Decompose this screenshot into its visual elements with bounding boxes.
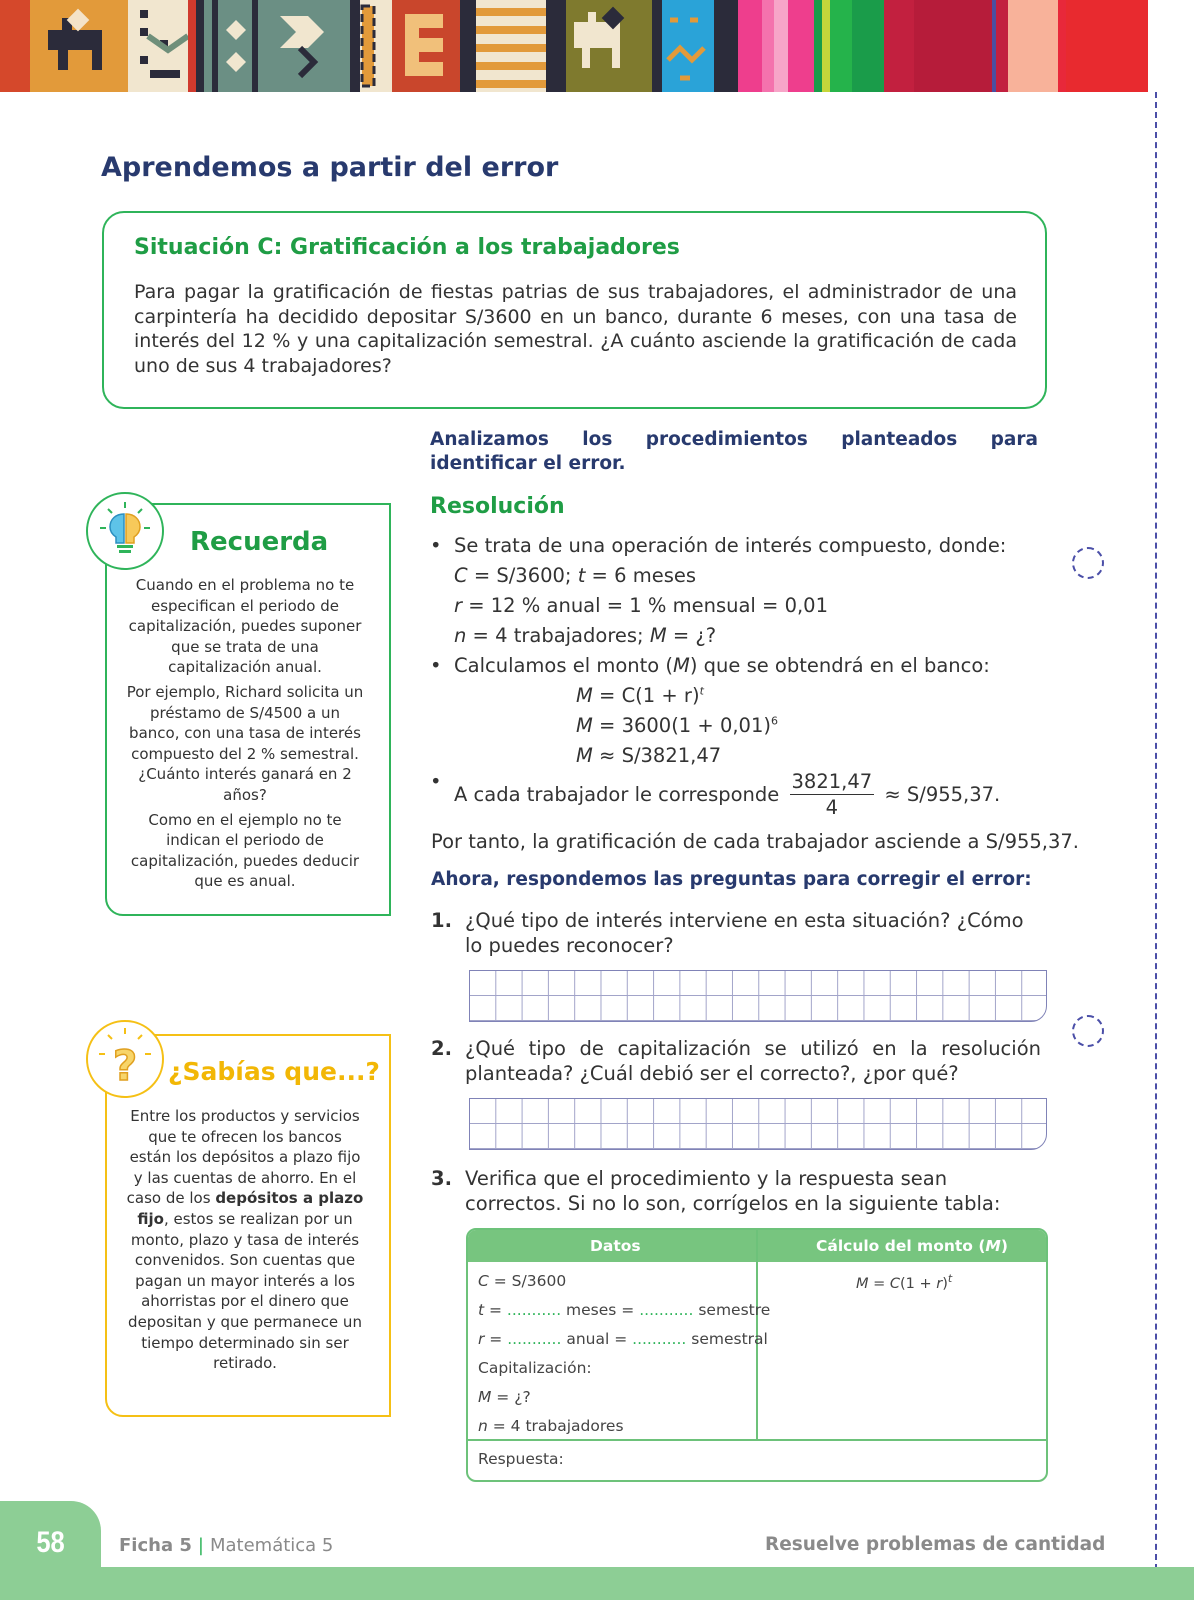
question-3	[431, 1166, 1041, 1216]
row-c-text: = S/3600	[488, 1272, 567, 1290]
svg-text:?: ?	[112, 1041, 138, 1090]
recuerda-paragraph-1: Cuando en el problema no te especifican el periodo de capitalización, puedes suponer que se trata de una capitalización anual.	[128, 576, 362, 677]
bullet-3-text: A cada trabajador le corresponde	[454, 783, 780, 806]
page-number: 58	[36, 1526, 65, 1559]
equation-3: M ≈ S/3821,47	[576, 744, 722, 767]
resolution-bullet-1	[454, 534, 1006, 557]
page-title: Aprendemos a partir del error	[101, 152, 559, 183]
table-header-datos: Datos	[590, 1237, 641, 1255]
formula-exponent: t	[947, 1272, 953, 1285]
row-t-text-c: semestre	[693, 1301, 771, 1319]
footer-right: Resuelve problemas de cantidad	[765, 1534, 1106, 1555]
punch-hole-marker	[1072, 547, 1104, 579]
question-1-number: 1.	[431, 909, 452, 932]
brain-lightbulb-icon	[86, 492, 164, 570]
row-m-text: = ¿?	[491, 1388, 531, 1406]
table-row-r[interactable]: r = ........... anual = ........... semestral	[478, 1330, 768, 1348]
row-t-text-a: =	[484, 1301, 507, 1319]
punch-hole-marker	[1072, 1015, 1104, 1047]
question-2	[431, 1036, 1041, 1086]
footer-separator: |	[197, 1535, 204, 1556]
fraction-denominator: 4	[825, 796, 839, 819]
table-row-n: n = 4 trabajadores	[478, 1417, 624, 1435]
resolution-conclusion: Por tanto, la gratificación de cada trabajador asciende a S/955,37.	[431, 830, 1079, 853]
answer-grid-1[interactable]	[469, 970, 1047, 1022]
table-row-t[interactable]: t = ........... meses = ........... semestre	[478, 1301, 771, 1319]
equation-3-text: ≈ S/3821,47	[592, 744, 722, 767]
question-2-text: ¿Qué tipo de capitalización se utilizó en la resolución planteada? ¿Cuál debió ser el correcto?, ¿por qué?	[465, 1037, 1041, 1085]
situation-title: Situación C: Gratificación a los trabajadores	[134, 235, 680, 260]
situation-text: Para pagar la gratificación de fiestas patrias de sus trabajadores, el administrador de una carpintería ha decidido depositar S/3600 en un banco, durante 6 meses, con una tasa de interés del 12 % y una capitalización semestral. ¿A cuánto asciende la gratificación de cada uno de sus 4 trabajadores?	[134, 281, 1017, 377]
table-row-m: M = ¿?	[478, 1388, 531, 1406]
table-row-c: C = S/3600	[478, 1272, 567, 1290]
equation-1: $M = C(1 + r)^t$	[576, 684, 704, 707]
footer-bar	[0, 1567, 1194, 1600]
row-r-text-b: anual =	[561, 1330, 633, 1348]
equation-2-text: = 3600(1 + 0,01)	[592, 714, 771, 737]
question-mark-icon	[86, 1020, 164, 1098]
answer-grid-2[interactable]	[469, 1098, 1047, 1150]
blank-dots[interactable]: ...........	[507, 1330, 562, 1348]
recuerda-paragraph-3: Como en el ejemplo no te indican el periodo de capitalización, puedes deducir que es anual.	[130, 810, 360, 891]
resolution-line-n: n = 4 trabajadores; M = ¿?	[454, 624, 717, 647]
sabias-text-b: , estos se realizan por un monto, plazo y tasa de interés convenidos. Son cuentas que pagan un mayor interés a los ahorristas por el dinero que depositan y que permanece un tiempo determinado sin ser retirado.	[128, 1209, 362, 1373]
question-3-text: Verifica que el procedimiento y la respuesta sean correctos. Si no lo son, corrígelos en la siguiente tabla:	[465, 1167, 1001, 1215]
resolution-title: Resolución	[430, 494, 565, 519]
line-m-text: = ¿?	[666, 624, 717, 647]
resolution-line-r: r = 12 % anual = 1 % mensual = 0,01	[454, 594, 828, 617]
resolution-bullet-1-text: Se trata de una operación de interés compuesto, donde:	[454, 534, 1007, 557]
table-row-capitalizacion: Capitalización:	[478, 1359, 592, 1377]
analyze-instruction: Analizamos los procedimientos planteados para identificar el error.	[430, 429, 1038, 474]
blank-dots[interactable]: ...........	[639, 1301, 694, 1319]
situation-box	[102, 211, 1047, 409]
equation-2: $M = 3600(1 + 0,01)^6$	[576, 714, 778, 737]
question-1	[431, 908, 1041, 958]
row-r-text-c: semestral	[686, 1330, 768, 1348]
resolution-bullet-3	[454, 770, 1000, 819]
fraction-numerator: 3821,47	[791, 770, 873, 793]
bullet-2-text-b: ) que se obtendrá en el banco:	[689, 654, 990, 677]
table-answer-label[interactable]: Respuesta:	[478, 1450, 564, 1468]
row-r-text-a: =	[484, 1330, 508, 1348]
line-n-text: = 4 trabajadores;	[466, 624, 650, 647]
equation-2-exponent: 6	[770, 714, 778, 728]
footer-subject: Matemática 5	[209, 1535, 334, 1556]
line-r-text: = 12 % anual = 1 % mensual = 0,01	[462, 594, 828, 617]
bullet-3-end: ≈ S/955,37.	[884, 783, 1001, 806]
blank-dots[interactable]: ...........	[506, 1301, 562, 1319]
sabias-que-title: ¿Sabías que...?	[168, 1057, 380, 1086]
resolution-bullet-2: • Calculamos el monto (M) que se obtendrá en el banco:	[454, 654, 990, 677]
recuerda-body	[126, 575, 364, 896]
table-formula: $M = C(1 + r)^t$	[856, 1272, 953, 1292]
bullet-2-text-a: Calculamos el monto (	[454, 654, 673, 677]
fraction	[790, 770, 875, 819]
question-3-number: 3.	[431, 1167, 452, 1190]
question-1-text: ¿Qué tipo de interés interviene en esta situación? ¿Cómo lo puedes reconocer?	[465, 909, 1024, 957]
recuerda-title: Recuerda	[190, 527, 329, 557]
correction-table	[466, 1228, 1048, 1482]
sabias-text-a: Entre los productos y servicios que te ofrecen los bancos están los depósitos a plazo fijo y las cuentas de ahorro. En el caso de los	[126, 1107, 361, 1208]
resolution-line-c: C = S/3600; t = 6 meses	[454, 564, 697, 587]
correct-error-heading: Ahora, respondemos las preguntas para corregir el error:	[431, 869, 1032, 890]
row-t-text-b: meses =	[561, 1301, 640, 1319]
table-row-divider	[468, 1439, 1046, 1441]
line-c-text: = S/3600;	[467, 564, 578, 587]
equation-1-text: = C(1 + r)	[592, 684, 700, 707]
perforation-line	[1155, 92, 1157, 1600]
footer-ficha: Ficha 5	[119, 1535, 192, 1556]
sabias-text-bold: depósitos a plazo fijo	[137, 1189, 364, 1228]
blank-dots[interactable]: ...........	[632, 1330, 687, 1348]
sabias-que-body	[126, 1106, 364, 1374]
table-header-calculo: Cálculo del monto (M)	[816, 1237, 1008, 1255]
decorative-textile-banner	[0, 0, 1194, 92]
row-n-text: = 4 trabajadores	[487, 1417, 624, 1435]
recuerda-paragraph-2: Por ejemplo, Richard solicita un préstamo de S/4500 a un banco, con una tasa de interés compuesto del 2 % semestral. ¿Cuánto interés ganará en 2 años?	[126, 682, 364, 804]
equation-1-exponent: t	[699, 684, 704, 698]
question-2-number: 2.	[431, 1037, 452, 1060]
line-t-text: = 6 meses	[585, 564, 697, 587]
footer-left	[119, 1535, 333, 1556]
